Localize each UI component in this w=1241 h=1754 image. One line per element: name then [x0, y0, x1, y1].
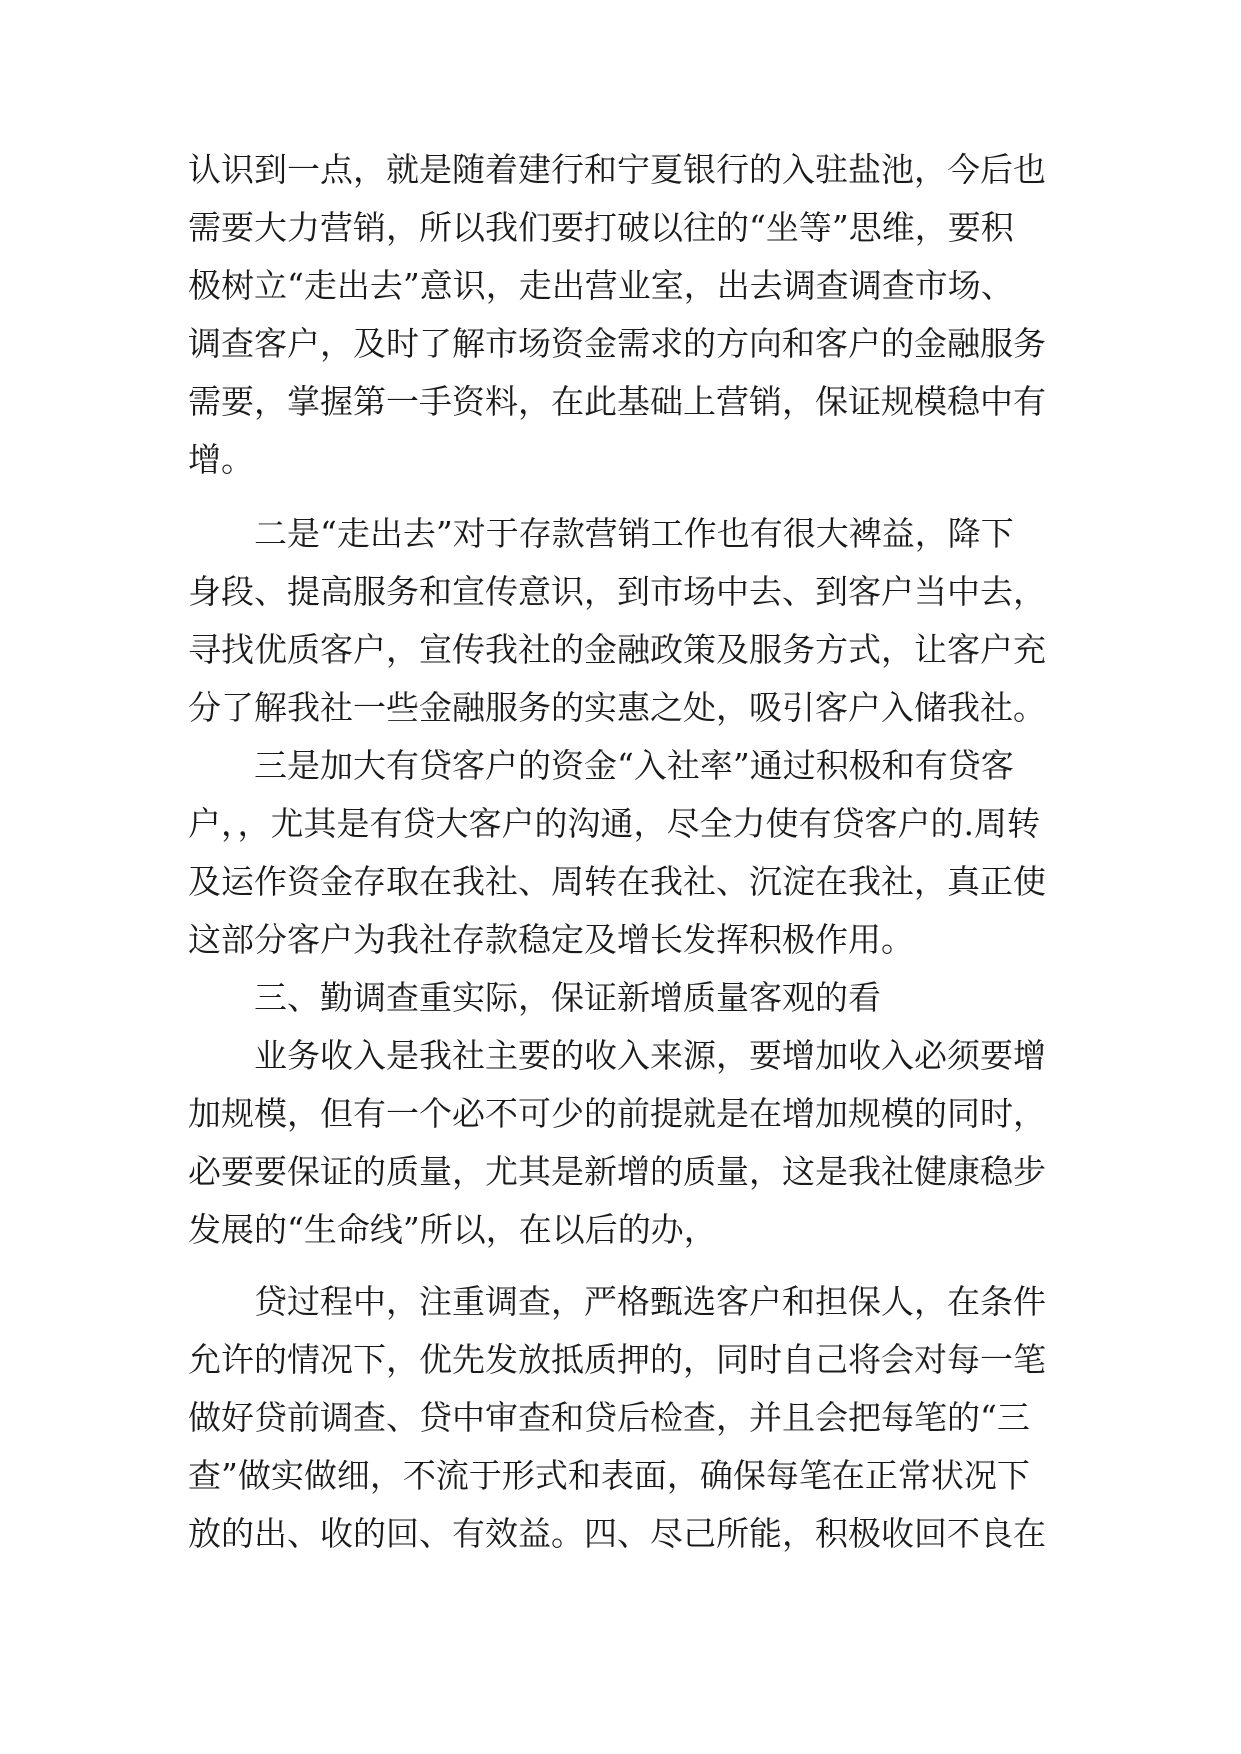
text-line: 加规模，但有一个必不可少的前提就是在增加规模的同时， — [188, 1094, 1046, 1133]
text-line: 三是加大有贷客户的资金“入社率”通过积极和有贷客 — [188, 746, 1014, 785]
text-line: 做好贷前调查、贷中审查和贷后检查，并且会把每笔的“三 — [188, 1398, 1030, 1437]
text-line: 调查客户，及时了解市场资金需求的方向和客户的金融服务 — [188, 324, 1046, 363]
text-line: 贷过程中，注重调查，严格甄选客户和担保人，在条件 — [188, 1282, 1046, 1321]
text-line: 这部分客户为我社存款稳定及增长发挥积极作用。 — [188, 920, 914, 959]
text-line: 增。 — [188, 440, 254, 479]
text-line: 业务收入是我社主要的收入来源，要增加收入必须要增 — [188, 1036, 1046, 1075]
text-line: 及运作资金存取在我社、周转在我社、沉淀在我社，真正使 — [188, 862, 1046, 901]
text-line: 户，，尤其是有贷大客户的沟通，尽全力使有贷客户的.周转 — [188, 804, 1040, 843]
text-line: 身段、提高服务和宣传意识，到市场中去、到客户当中去， — [188, 572, 1046, 611]
text-line: 必要要保证的质量，尤其是新增的质量，这是我社健康稳步 — [188, 1152, 1046, 1191]
text-line: 查”做实做细，不流于形式和表面，确保每笔在正常状况下 — [188, 1456, 1030, 1495]
section-heading: 三、勤调查重实际，保证新增质量客观的看 — [188, 978, 881, 1017]
text-line: 需要大力营销，所以我们要打破以往的“坐等”思维，要积 — [188, 208, 1014, 247]
text-line: 需要，掌握第一手资料，在此基础上营销，保证规模稳中有 — [188, 382, 1046, 421]
text-line: 发展的“生命线”所以，在以后的办， — [188, 1210, 717, 1249]
text-line: 允许的情况下，优先发放抵质押的，同时自己将会对每一笔 — [188, 1340, 1046, 1379]
text-line: 分了解我社一些金融服务的实惠之处，吸引客户入储我社。 — [188, 688, 1046, 727]
text-line: 寻找优质客户，宣传我社的金融政策及服务方式，让客户充 — [188, 630, 1046, 669]
text-line: 认识到一点，就是随着建行和宁夏银行的入驻盐池，今后也 — [188, 150, 1046, 189]
text-line: 二是“走出去”对于存款营销工作也有很大裨益，降下 — [188, 514, 1014, 553]
text-line: 极树立“走出去”意识，走出营业室，出去调查调查市场、 — [188, 266, 1014, 305]
text-line: 放的出、收的回、有效益。四、尽己所能，积极收回不良在 — [188, 1514, 1046, 1553]
